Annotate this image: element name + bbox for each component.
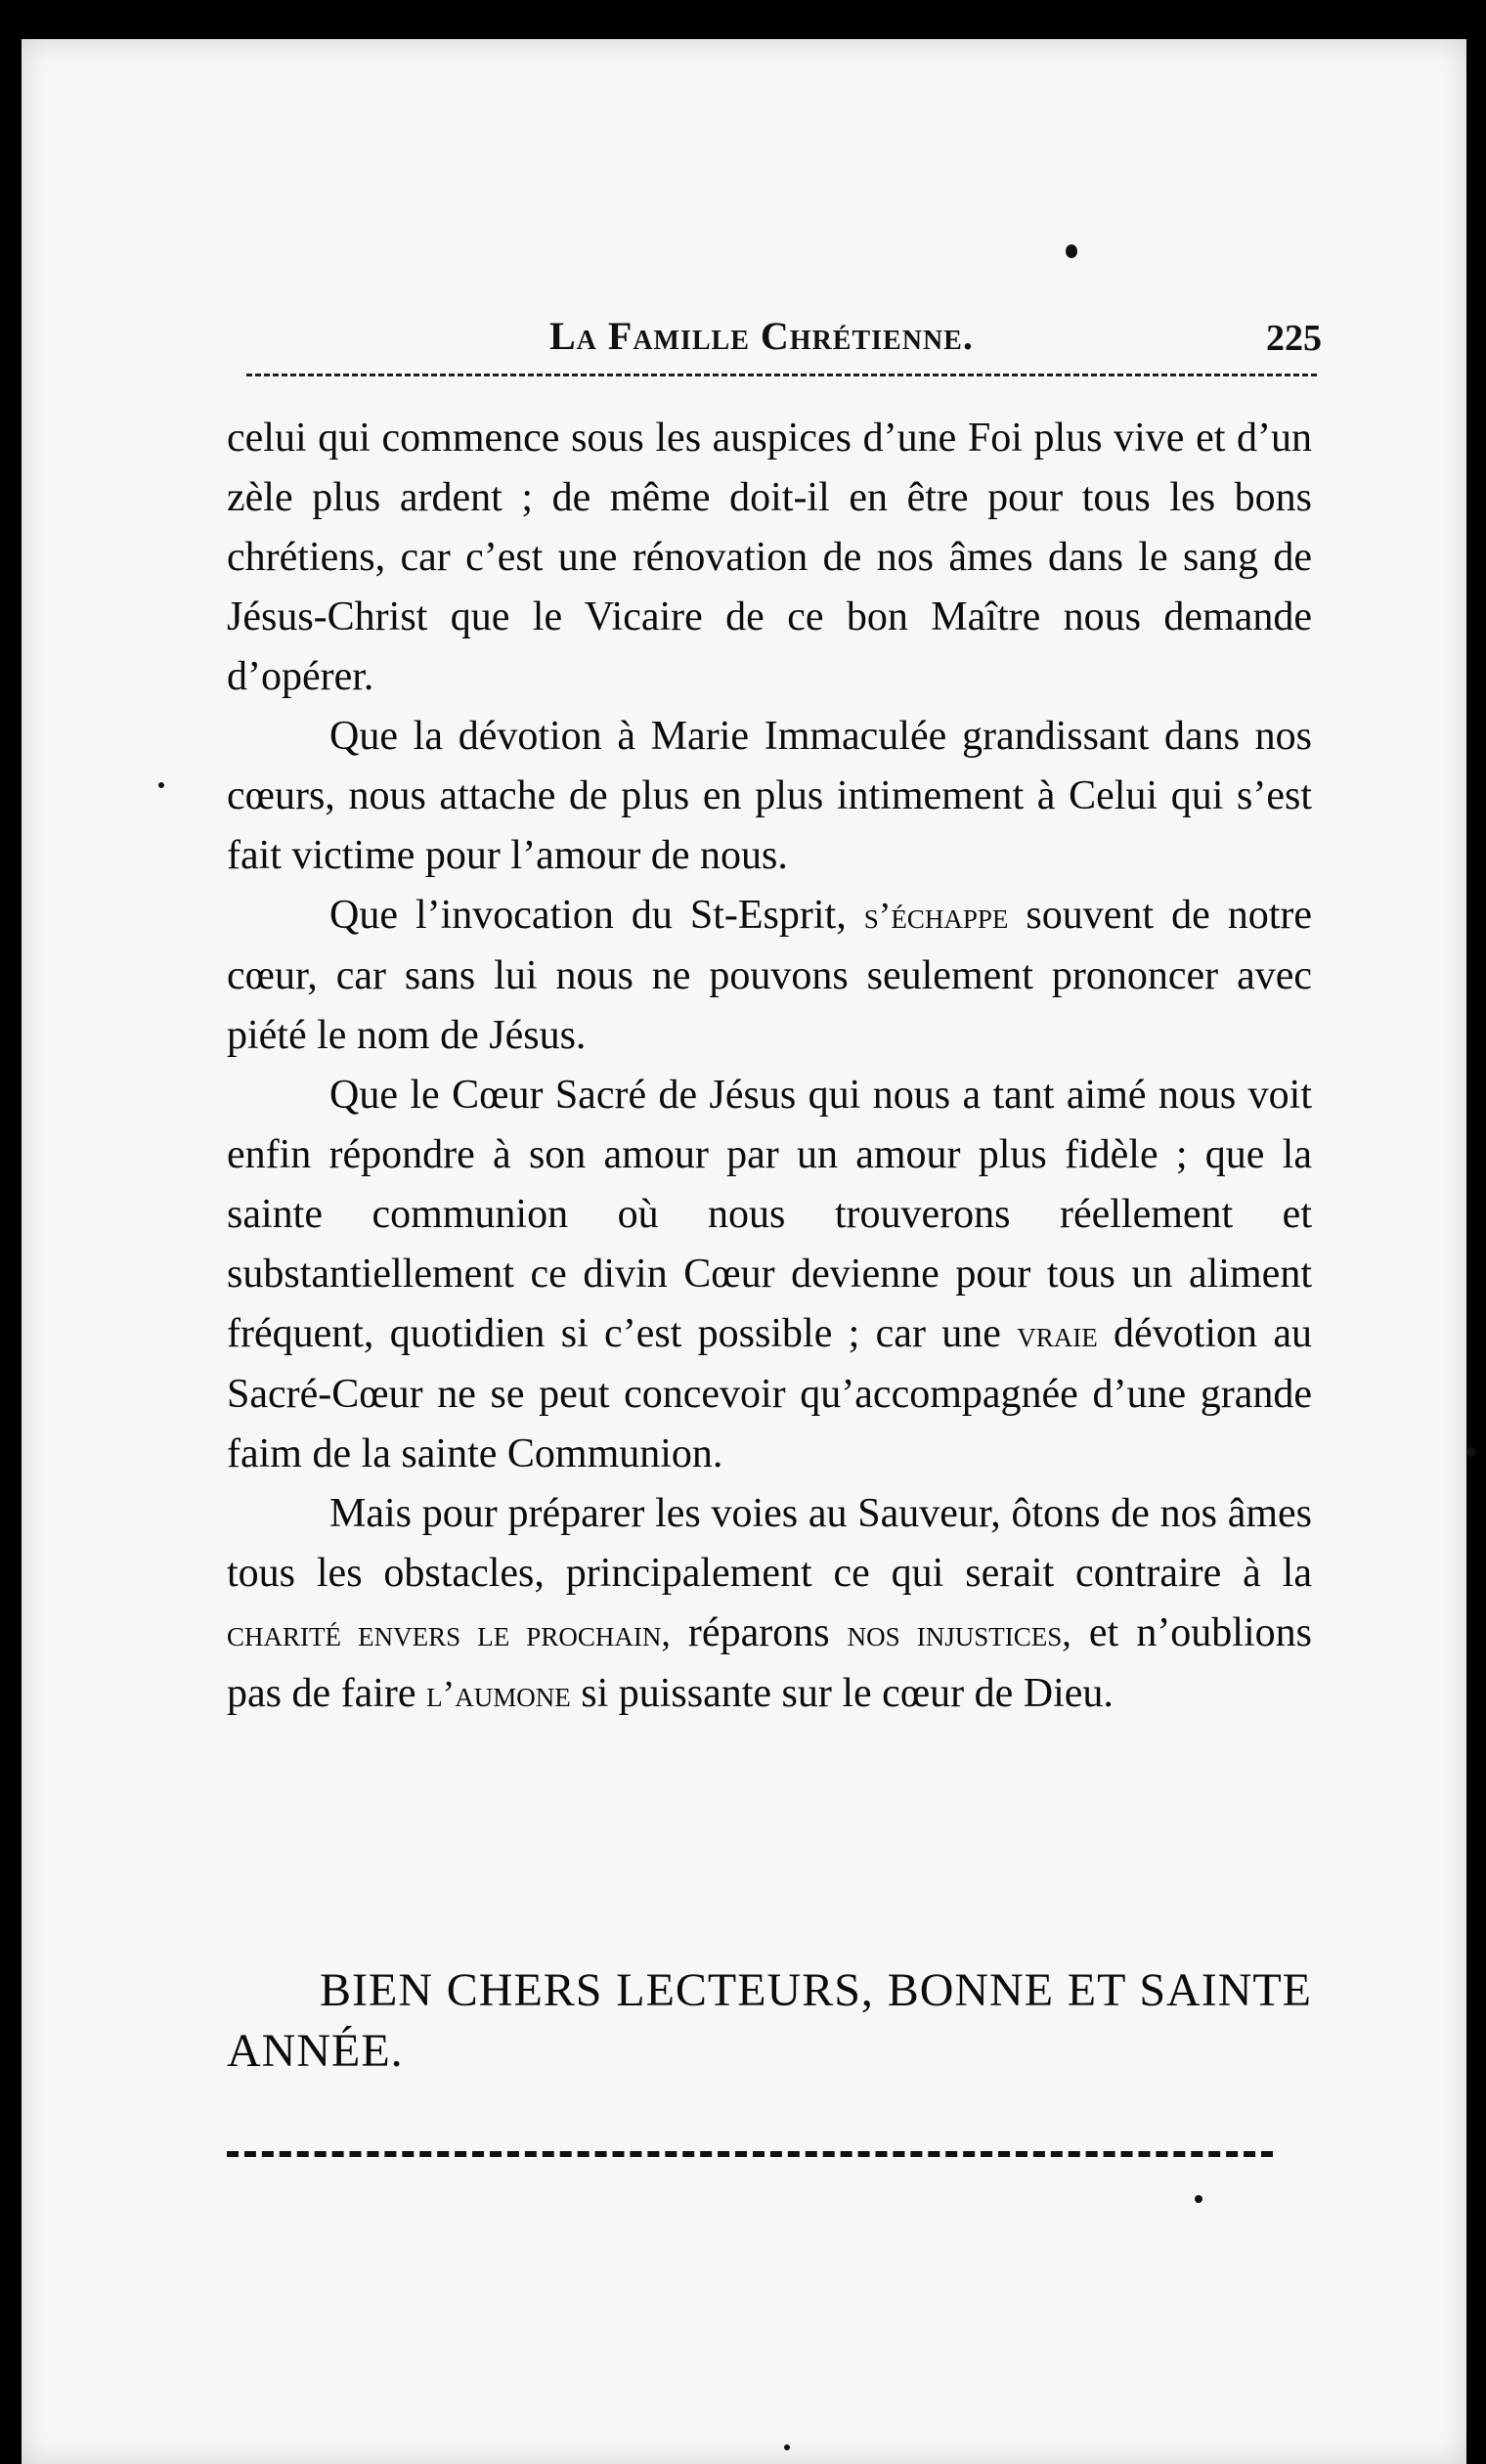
paragraph-4-text-b: dévotion au Sacré-Cœur ne se peut concevoir qu’accompagnée d’une grande faim de la sainte Communion. (227, 1311, 1313, 1476)
paragraph-3-text-a: Que l’invocation du St-Esprit, (329, 893, 864, 938)
paragraph-1: celui qui commence sous les auspices d’une Foi plus vive et d’un zèle plus ardent ; de même doit-il en être pour tous les bons chrétiens, car c’est une rénovation de nos âmes dans le sang de Jésus-Christ que le Vicaire de ce bon Maître nous demande d’opérer. (227, 416, 1312, 699)
paragraph-5-text-b: réparons (670, 1610, 848, 1655)
running-header (246, 303, 1322, 372)
closing-text: BIEN CHERS LECTEURS, BONNE ET SAINTE ANNÉE. (227, 1964, 1312, 2077)
paragraph-5-text-c: et n’oublions pas de faire (227, 1610, 1312, 1716)
ink-speck (784, 2444, 790, 2450)
body-text (227, 409, 1312, 1725)
paragraph-2: Que la dévotion à Marie Immaculée grandissant dans nos cœurs, nous attache de plus en plus intimement à Celui qui s’est fait victime pour l’amour de nous. (227, 714, 1312, 878)
ink-speck (1066, 244, 1077, 258)
page-number: 225 (1266, 318, 1322, 359)
paragraph-3-smallcaps: s’échappe (863, 896, 1009, 937)
paragraph-4-smallcaps: vraie (1017, 1314, 1098, 1355)
ink-speck (1466, 1447, 1476, 1457)
paragraph-5-smallcaps-2: nos injustices, (847, 1613, 1071, 1654)
paragraph-4-text-a: Que le Cœur Sacré de Jésus qui nous a tant aimé nous voit enfin répondre à son amour par un amour plus fidèle ; que la sainte communion où nous trouverons réellement et substantiellement ce divin Cœur devienne pour tous un aliment fréquent, quotidien si c’est possible ; car une (227, 1073, 1312, 1356)
ink-speck (158, 782, 164, 788)
paragraph-5-text-a: Mais pour préparer les voies au Sauveur, ôtons de nos âmes tous les obstacles, principalement ce qui serait contraire à la (227, 1491, 1312, 1596)
footer-rule (227, 2151, 1273, 2157)
paragraph-5-smallcaps-3: l’aumone (426, 1674, 571, 1715)
paragraph-3-text-b: souvent de notre cœur, car sans lui nous ne pouvons seulement prononcer avec piété le nom de Jésus. (227, 893, 1313, 1058)
book-page (22, 39, 1466, 2464)
paragraph-5-smallcaps-1: charité envers le prochain, (227, 1613, 671, 1654)
paragraph-5 (227, 1484, 1312, 1725)
paragraph-5-text-d: si puissante sur le cœur de Dieu. (570, 1671, 1114, 1716)
running-title: La Famille Chrétienne. (549, 314, 974, 358)
paragraph-4 (227, 1066, 1312, 1484)
paragraph-3 (227, 886, 1312, 1066)
ink-speck (1195, 2195, 1202, 2203)
closing-greeting (227, 1960, 1312, 2082)
header-rule (246, 374, 1317, 376)
